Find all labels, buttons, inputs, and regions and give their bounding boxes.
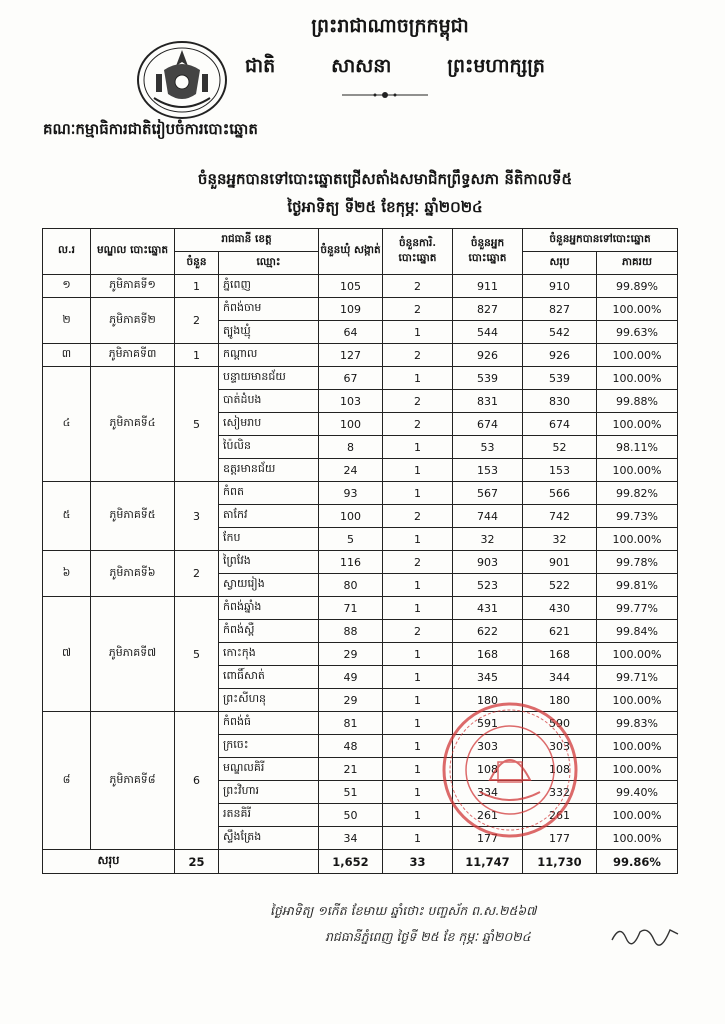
voter-count: 431 xyxy=(453,597,523,620)
voter-count: 831 xyxy=(453,390,523,413)
turnout-percent: 99.71% xyxy=(597,666,678,689)
commune-count: 49 xyxy=(319,666,383,689)
province-name: ត្បូងឃ្មុំ xyxy=(219,321,319,344)
station-count: 2 xyxy=(383,390,453,413)
province-name: កំពង់ធំ xyxy=(219,712,319,735)
station-count: 1 xyxy=(383,459,453,482)
solar-date: រាជធានីភ្នំពេញ ថ្ងៃទី ២៥ ខែ កុម្ភៈ ឆ្នាំ២០២៤ xyxy=(325,929,531,944)
row-province-count: 1 xyxy=(175,344,219,367)
turnout-count: 621 xyxy=(523,620,597,643)
turnout-count: 180 xyxy=(523,689,597,712)
row-zone: ភូមិភាគទី១ xyxy=(91,275,175,298)
row-no: ៧ xyxy=(43,597,91,712)
row-no: ៤ xyxy=(43,367,91,482)
station-count: 1 xyxy=(383,528,453,551)
commune-count: 109 xyxy=(319,298,383,321)
turnout-percent: 99.63% xyxy=(597,321,678,344)
header-voters: ចំនួនអ្នក បោះឆ្នោត xyxy=(453,229,523,275)
motto-king: ព្រះមហាក្សត្រ xyxy=(447,55,545,77)
motto-nation: ជាតិ xyxy=(245,55,276,77)
organization-name: គណៈកម្មាធិការជាតិរៀបចំការបោះឆ្នោត xyxy=(43,120,258,138)
station-count: 2 xyxy=(383,298,453,321)
commune-count: 24 xyxy=(319,459,383,482)
station-count: 1 xyxy=(383,804,453,827)
commune-count: 127 xyxy=(319,344,383,367)
turnout-percent: 99.73% xyxy=(597,505,678,528)
motto-religion: សាសនា xyxy=(331,55,392,77)
voter-count: 827 xyxy=(453,298,523,321)
commune-count: 21 xyxy=(319,758,383,781)
station-count: 1 xyxy=(383,482,453,505)
voter-count: 523 xyxy=(453,574,523,597)
province-name: មណ្ឌលគិរី xyxy=(219,758,319,781)
header-percent: ភាគរយ xyxy=(597,252,678,275)
total-communes: 1,652 xyxy=(319,850,383,874)
voter-count: 539 xyxy=(453,367,523,390)
document-title: ចំនួនអ្នកបានទៅបោះឆ្នោតជ្រើសតាំងសមាជិកព្រឹទ្ធសភា នីតិកាលទី៥ xyxy=(197,170,573,188)
turnout-count: 430 xyxy=(523,597,597,620)
province-name: ព្រះសីហនុ xyxy=(219,689,319,712)
commune-count: 105 xyxy=(319,275,383,298)
turnout-count: 566 xyxy=(523,482,597,505)
row-no: ១ xyxy=(43,275,91,298)
station-count: 1 xyxy=(383,689,453,712)
header-no: ល.រ xyxy=(43,229,91,275)
total-row xyxy=(43,850,678,874)
turnout-count: 830 xyxy=(523,390,597,413)
station-count: 1 xyxy=(383,321,453,344)
document-date: ថ្ងៃអាទិត្យ ទី២៥ ខែកុម្ភៈ ឆ្នាំ២០២៤ xyxy=(287,198,483,216)
turnout-count: 926 xyxy=(523,344,597,367)
turnout-count: 522 xyxy=(523,574,597,597)
commune-count: 64 xyxy=(319,321,383,344)
station-count: 2 xyxy=(383,620,453,643)
station-count: 2 xyxy=(383,413,453,436)
turnout-percent: 100.00% xyxy=(597,827,678,850)
station-count: 1 xyxy=(383,666,453,689)
station-count: 2 xyxy=(383,275,453,298)
ornament-divider xyxy=(340,90,430,100)
table-row xyxy=(43,298,678,321)
official-stamp xyxy=(440,700,580,840)
station-count: 1 xyxy=(383,643,453,666)
row-province-count: 2 xyxy=(175,551,219,597)
row-no: ៥ xyxy=(43,482,91,551)
voter-count: 744 xyxy=(453,505,523,528)
total-turnout: 11,730 xyxy=(523,850,597,874)
turnout-percent: 99.77% xyxy=(597,597,678,620)
total-count: 25 xyxy=(175,850,219,874)
commune-count: 71 xyxy=(319,597,383,620)
table-row xyxy=(43,275,678,298)
table-row xyxy=(43,597,678,620)
turnout-percent: 100.00% xyxy=(597,804,678,827)
commune-count: 88 xyxy=(319,620,383,643)
turnout-count: 542 xyxy=(523,321,597,344)
total-empty xyxy=(219,850,319,874)
station-count: 2 xyxy=(383,344,453,367)
station-count: 1 xyxy=(383,735,453,758)
turnout-count: 590 xyxy=(523,712,597,735)
province-name: បាត់ដំបង xyxy=(219,390,319,413)
row-zone: ភូមិភាគទី៦ xyxy=(91,551,175,597)
turnout-percent: 100.00% xyxy=(597,344,678,367)
commune-count: 34 xyxy=(319,827,383,850)
voter-count: 903 xyxy=(453,551,523,574)
turnout-count: 539 xyxy=(523,367,597,390)
turnout-count: 910 xyxy=(523,275,597,298)
voter-count: 674 xyxy=(453,413,523,436)
row-province-count: 5 xyxy=(175,597,219,712)
signature xyxy=(610,922,680,946)
turnout-percent: 99.82% xyxy=(597,482,678,505)
voter-count: 303 xyxy=(453,735,523,758)
turnout-percent: 99.78% xyxy=(597,551,678,574)
row-zone: ភូមិភាគទី៥ xyxy=(91,482,175,551)
province-name: កំពង់ចាម xyxy=(219,298,319,321)
province-name: ភ្នំពេញ xyxy=(219,275,319,298)
voter-count: 153 xyxy=(453,459,523,482)
header-capital-province: រាជធានី ខេត្ត xyxy=(175,229,319,252)
province-name: ប៉ៃលិន xyxy=(219,436,319,459)
voter-count: 261 xyxy=(453,804,523,827)
voter-count: 345 xyxy=(453,666,523,689)
province-name: ព្រះវិហារ xyxy=(219,781,319,804)
total-label: សរុប xyxy=(43,850,175,874)
station-count: 1 xyxy=(383,827,453,850)
province-name: ឧត្ដរមានជ័យ xyxy=(219,459,319,482)
province-name: ព្រៃវែង xyxy=(219,551,319,574)
table-row xyxy=(43,482,678,505)
province-name: រតនគិរី xyxy=(219,804,319,827)
lunar-date: ថ្ងៃអាទិត្យ ១កើត ខែមាឃ ឆ្នាំថោះ បញ្ចស័ក ព.ស.២៥៦៧ xyxy=(270,903,537,918)
province-name: ពោធិ៍សាត់ xyxy=(219,666,319,689)
commune-count: 93 xyxy=(319,482,383,505)
header-zone: មណ្ឌល បោះឆ្នោត xyxy=(91,229,175,275)
turnout-percent: 100.00% xyxy=(597,758,678,781)
commune-count: 5 xyxy=(319,528,383,551)
turnout-count: 108 xyxy=(523,758,597,781)
turnout-count: 177 xyxy=(523,827,597,850)
header-turnout-total: សរុប xyxy=(523,252,597,275)
row-no: ៦ xyxy=(43,551,91,597)
commune-count: 29 xyxy=(319,689,383,712)
commune-count: 103 xyxy=(319,390,383,413)
nec-logo-seal xyxy=(136,40,228,120)
turnout-percent: 100.00% xyxy=(597,528,678,551)
turnout-percent: 99.89% xyxy=(597,275,678,298)
turnout-count: 168 xyxy=(523,643,597,666)
header-name: ឈ្មោះ xyxy=(219,252,319,275)
province-name: សៀមរាប xyxy=(219,413,319,436)
row-province-count: 2 xyxy=(175,298,219,344)
turnout-percent: 100.00% xyxy=(597,735,678,758)
header-stations: ចំនួនការិ. បោះឆ្នោត xyxy=(383,229,453,275)
turnout-percent: 98.11% xyxy=(597,436,678,459)
turnout-count: 52 xyxy=(523,436,597,459)
turnout-count: 674 xyxy=(523,413,597,436)
turnout-percent: 100.00% xyxy=(597,689,678,712)
province-name: កំពត xyxy=(219,482,319,505)
commune-count: 29 xyxy=(319,643,383,666)
voter-count: 168 xyxy=(453,643,523,666)
header-communes: ចំនួនឃុំ សង្កាត់ xyxy=(319,229,383,275)
province-name: កែប xyxy=(219,528,319,551)
station-count: 1 xyxy=(383,436,453,459)
turnout-percent: 100.00% xyxy=(597,413,678,436)
row-province-count: 6 xyxy=(175,712,219,850)
voter-count: 911 xyxy=(453,275,523,298)
turnout-percent: 100.00% xyxy=(597,367,678,390)
turnout-count: 261 xyxy=(523,804,597,827)
row-zone: ភូមិភាគទី៧ xyxy=(91,597,175,712)
station-count: 1 xyxy=(383,758,453,781)
row-province-count: 3 xyxy=(175,482,219,551)
total-percent: 99.86% xyxy=(597,850,678,874)
turnout-percent: 100.00% xyxy=(597,298,678,321)
commune-count: 48 xyxy=(319,735,383,758)
row-zone: ភូមិភាគទី៣ xyxy=(91,344,175,367)
commune-count: 51 xyxy=(319,781,383,804)
turnout-percent: 100.00% xyxy=(597,459,678,482)
station-count: 1 xyxy=(383,712,453,735)
province-name: ស្ទឹងត្រែង xyxy=(219,827,319,850)
total-voters: 11,747 xyxy=(453,850,523,874)
table-row xyxy=(43,367,678,390)
province-name: តាកែវ xyxy=(219,505,319,528)
turnout-count: 32 xyxy=(523,528,597,551)
turnout-count: 303 xyxy=(523,735,597,758)
header-count: ចំនួន xyxy=(175,252,219,275)
turnout-percent: 99.83% xyxy=(597,712,678,735)
turnout-percent: 99.81% xyxy=(597,574,678,597)
national-motto xyxy=(245,54,545,82)
row-zone: ភូមិភាគទី៤ xyxy=(91,367,175,482)
voter-count: 334 xyxy=(453,781,523,804)
commune-count: 100 xyxy=(319,505,383,528)
total-stations: 33 xyxy=(383,850,453,874)
commune-count: 116 xyxy=(319,551,383,574)
row-no: ២ xyxy=(43,298,91,344)
table-row xyxy=(43,551,678,574)
turnout-percent: 99.84% xyxy=(597,620,678,643)
turnout-count: 827 xyxy=(523,298,597,321)
turnout-percent: 99.40% xyxy=(597,781,678,804)
voter-count: 53 xyxy=(453,436,523,459)
turnout-count: 901 xyxy=(523,551,597,574)
province-name: ក្រចេះ xyxy=(219,735,319,758)
station-count: 1 xyxy=(383,597,453,620)
row-zone: ភូមិភាគទី៨ xyxy=(91,712,175,850)
turnout-count: 742 xyxy=(523,505,597,528)
kingdom-title: ព្រះរាជាណាចក្រកម្ពុជា xyxy=(311,15,469,37)
station-count: 1 xyxy=(383,781,453,804)
voter-count: 177 xyxy=(453,827,523,850)
voter-count: 180 xyxy=(453,689,523,712)
station-count: 1 xyxy=(383,367,453,390)
voter-count: 591 xyxy=(453,712,523,735)
turnout-count: 344 xyxy=(523,666,597,689)
header-turnout: ចំនួនអ្នកបានទៅបោះឆ្នោត xyxy=(523,229,678,252)
voter-count: 926 xyxy=(453,344,523,367)
turnout-table xyxy=(42,228,678,874)
row-no: ៣ xyxy=(43,344,91,367)
table-row xyxy=(43,712,678,735)
commune-count: 100 xyxy=(319,413,383,436)
voter-count: 567 xyxy=(453,482,523,505)
commune-count: 8 xyxy=(319,436,383,459)
province-name: បន្ទាយមានជ័យ xyxy=(219,367,319,390)
voter-count: 32 xyxy=(453,528,523,551)
voter-count: 622 xyxy=(453,620,523,643)
row-no: ៨ xyxy=(43,712,91,850)
commune-count: 67 xyxy=(319,367,383,390)
station-count: 2 xyxy=(383,551,453,574)
province-name: កំពង់ស្ពឺ xyxy=(219,620,319,643)
voter-count: 544 xyxy=(453,321,523,344)
table-row xyxy=(43,344,678,367)
province-name: កំពង់ឆ្នាំង xyxy=(219,597,319,620)
province-name: ស្វាយរៀង xyxy=(219,574,319,597)
row-province-count: 1 xyxy=(175,275,219,298)
turnout-percent: 100.00% xyxy=(597,643,678,666)
voter-count: 108 xyxy=(453,758,523,781)
province-name: កោះកុង xyxy=(219,643,319,666)
turnout-percent: 99.88% xyxy=(597,390,678,413)
table-body xyxy=(43,275,678,850)
turnout-count: 332 xyxy=(523,781,597,804)
station-count: 2 xyxy=(383,505,453,528)
commune-count: 81 xyxy=(319,712,383,735)
province-name: កណ្ដាល xyxy=(219,344,319,367)
turnout-count: 153 xyxy=(523,459,597,482)
commune-count: 50 xyxy=(319,804,383,827)
commune-count: 80 xyxy=(319,574,383,597)
row-zone: ភូមិភាគទី២ xyxy=(91,298,175,344)
station-count: 1 xyxy=(383,574,453,597)
row-province-count: 5 xyxy=(175,367,219,482)
